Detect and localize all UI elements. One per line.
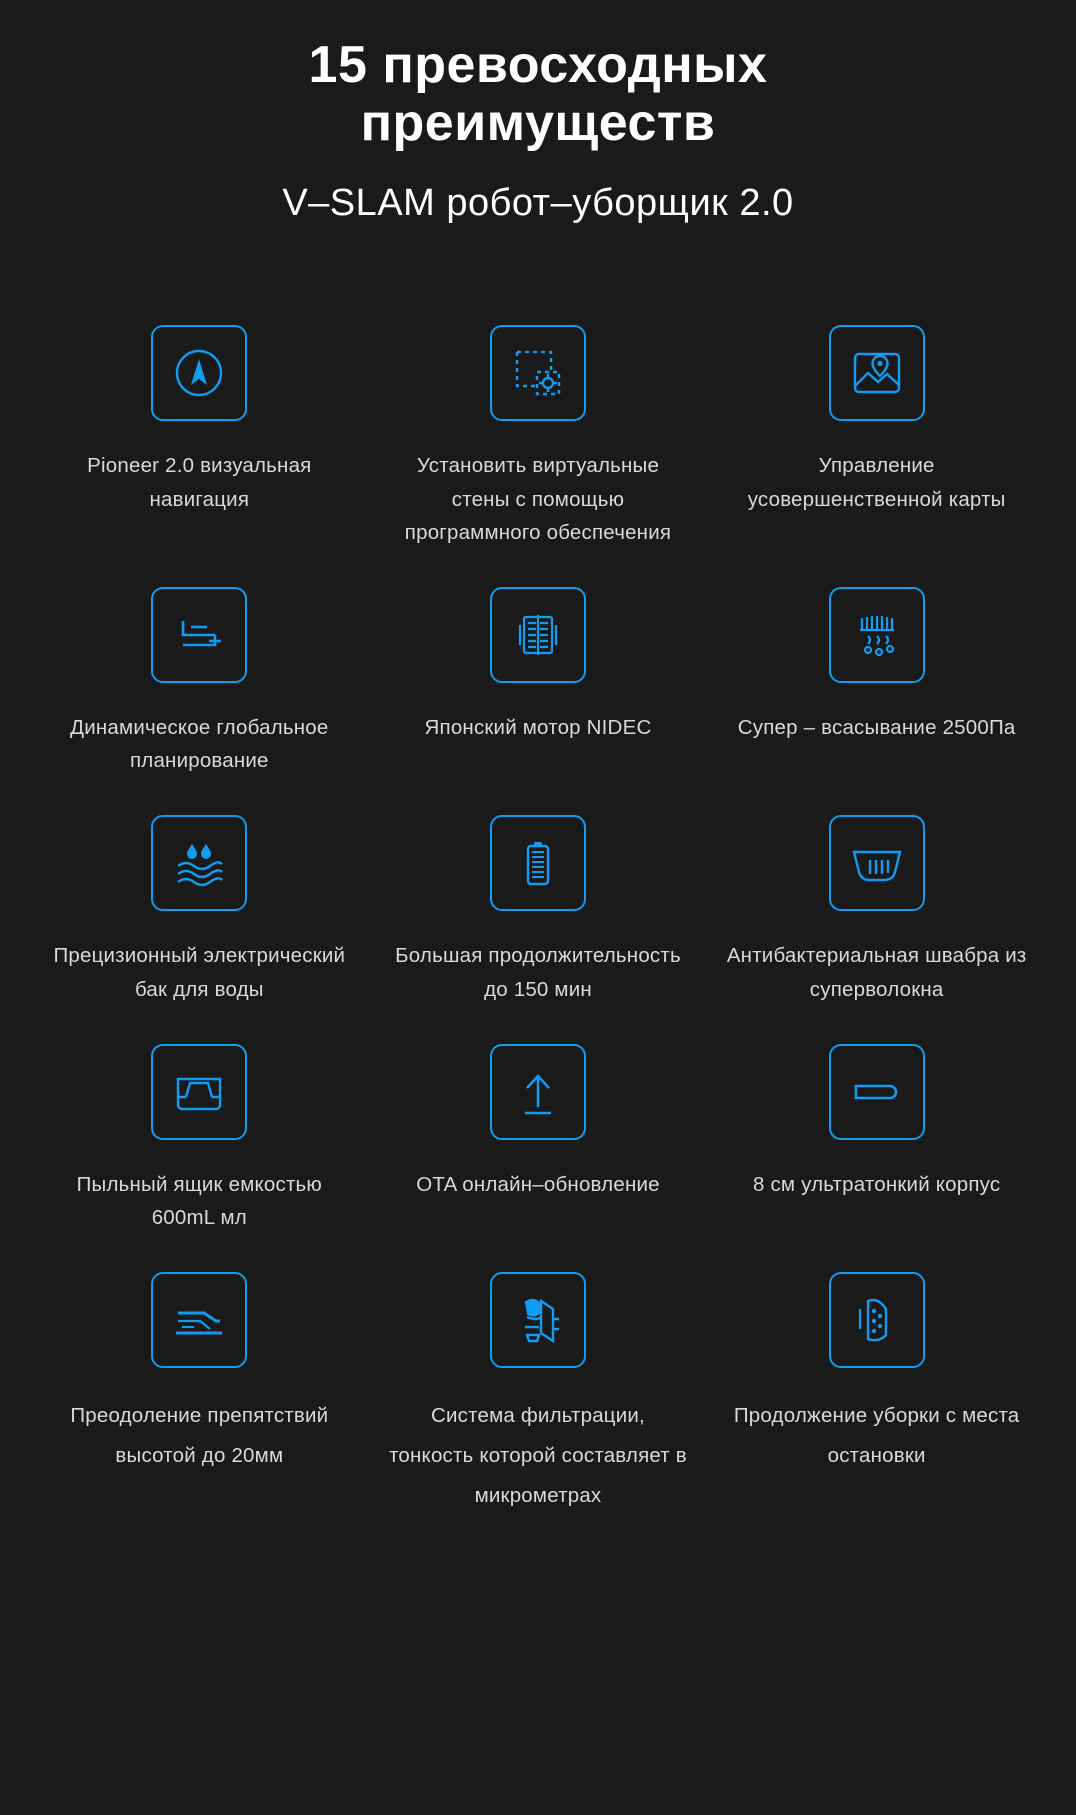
feature-item [369,815,708,1005]
feature-label: Продолжение уборки с места остановки [733,1404,1020,1468]
page-title: 15 превосходных преимуществ [308,36,768,153]
feature-label: Система фильтрации, тонкость которой составляет в микрометрах [389,1404,687,1508]
feature-item [707,1044,1046,1234]
filter-system-icon [490,1272,586,1368]
motor-icon [490,587,586,683]
features-grid [0,325,1076,1556]
feature-item [369,1272,708,1516]
feature-item [707,1272,1046,1516]
suction-icon [829,587,925,683]
page-subtitle: V–SLAM робот–уборщик 2.0 [282,182,794,225]
battery-icon [490,815,586,911]
ota-upload-arrow-icon [490,1044,586,1140]
feature-item [30,587,369,777]
dustbin-icon [151,1044,247,1140]
feature-label: Pioneer 2.0 визуальная навигация [87,454,312,511]
feature-label: Управление усовершенственной карты [747,454,1006,511]
water-tank-icon [151,815,247,911]
mop-icon [829,815,925,911]
dynamic-planning-icon [151,587,247,683]
navigation-compass-icon [151,325,247,421]
feature-label: Преодоление препятствий высотой до 20мм [70,1404,329,1468]
feature-label: Прецизионный электрический бак для воды [53,944,346,1001]
feature-item [30,325,369,549]
feature-label: Большая продолжительность до 150 мин [395,944,681,1001]
slim-body-icon [829,1044,925,1140]
map-pin-image-icon [829,325,925,421]
feature-item [707,815,1046,1005]
feature-item [30,1272,369,1516]
feature-label: Установить виртуальные стены с помощью программного обеспечения [404,454,672,544]
feature-label: Динамическое глобальное планирование [70,716,329,773]
feature-label: Антибактериальная швабра из суперволокна [726,944,1027,1001]
obstacle-climb-icon [151,1272,247,1368]
feature-label: Пыльный ящик емкостью 600mL мл [76,1172,323,1230]
feature-item [369,325,708,549]
feature-item [369,1044,708,1234]
resume-cleaning-icon [829,1272,925,1368]
poster-header [0,0,1076,225]
feature-label: Супер – всасывание 2500Па [737,716,1016,740]
feature-label: 8 см ультратонкий корпус [752,1172,1001,1196]
feature-item [30,1044,369,1234]
feature-item [30,815,369,1005]
feature-item [707,325,1046,549]
feature-label: Японский мотор NIDEC [424,716,652,740]
feature-label: OTA онлайн–обновление [416,1172,660,1196]
feature-item [369,587,708,777]
virtual-wall-icon [490,325,586,421]
feature-item [707,587,1046,777]
